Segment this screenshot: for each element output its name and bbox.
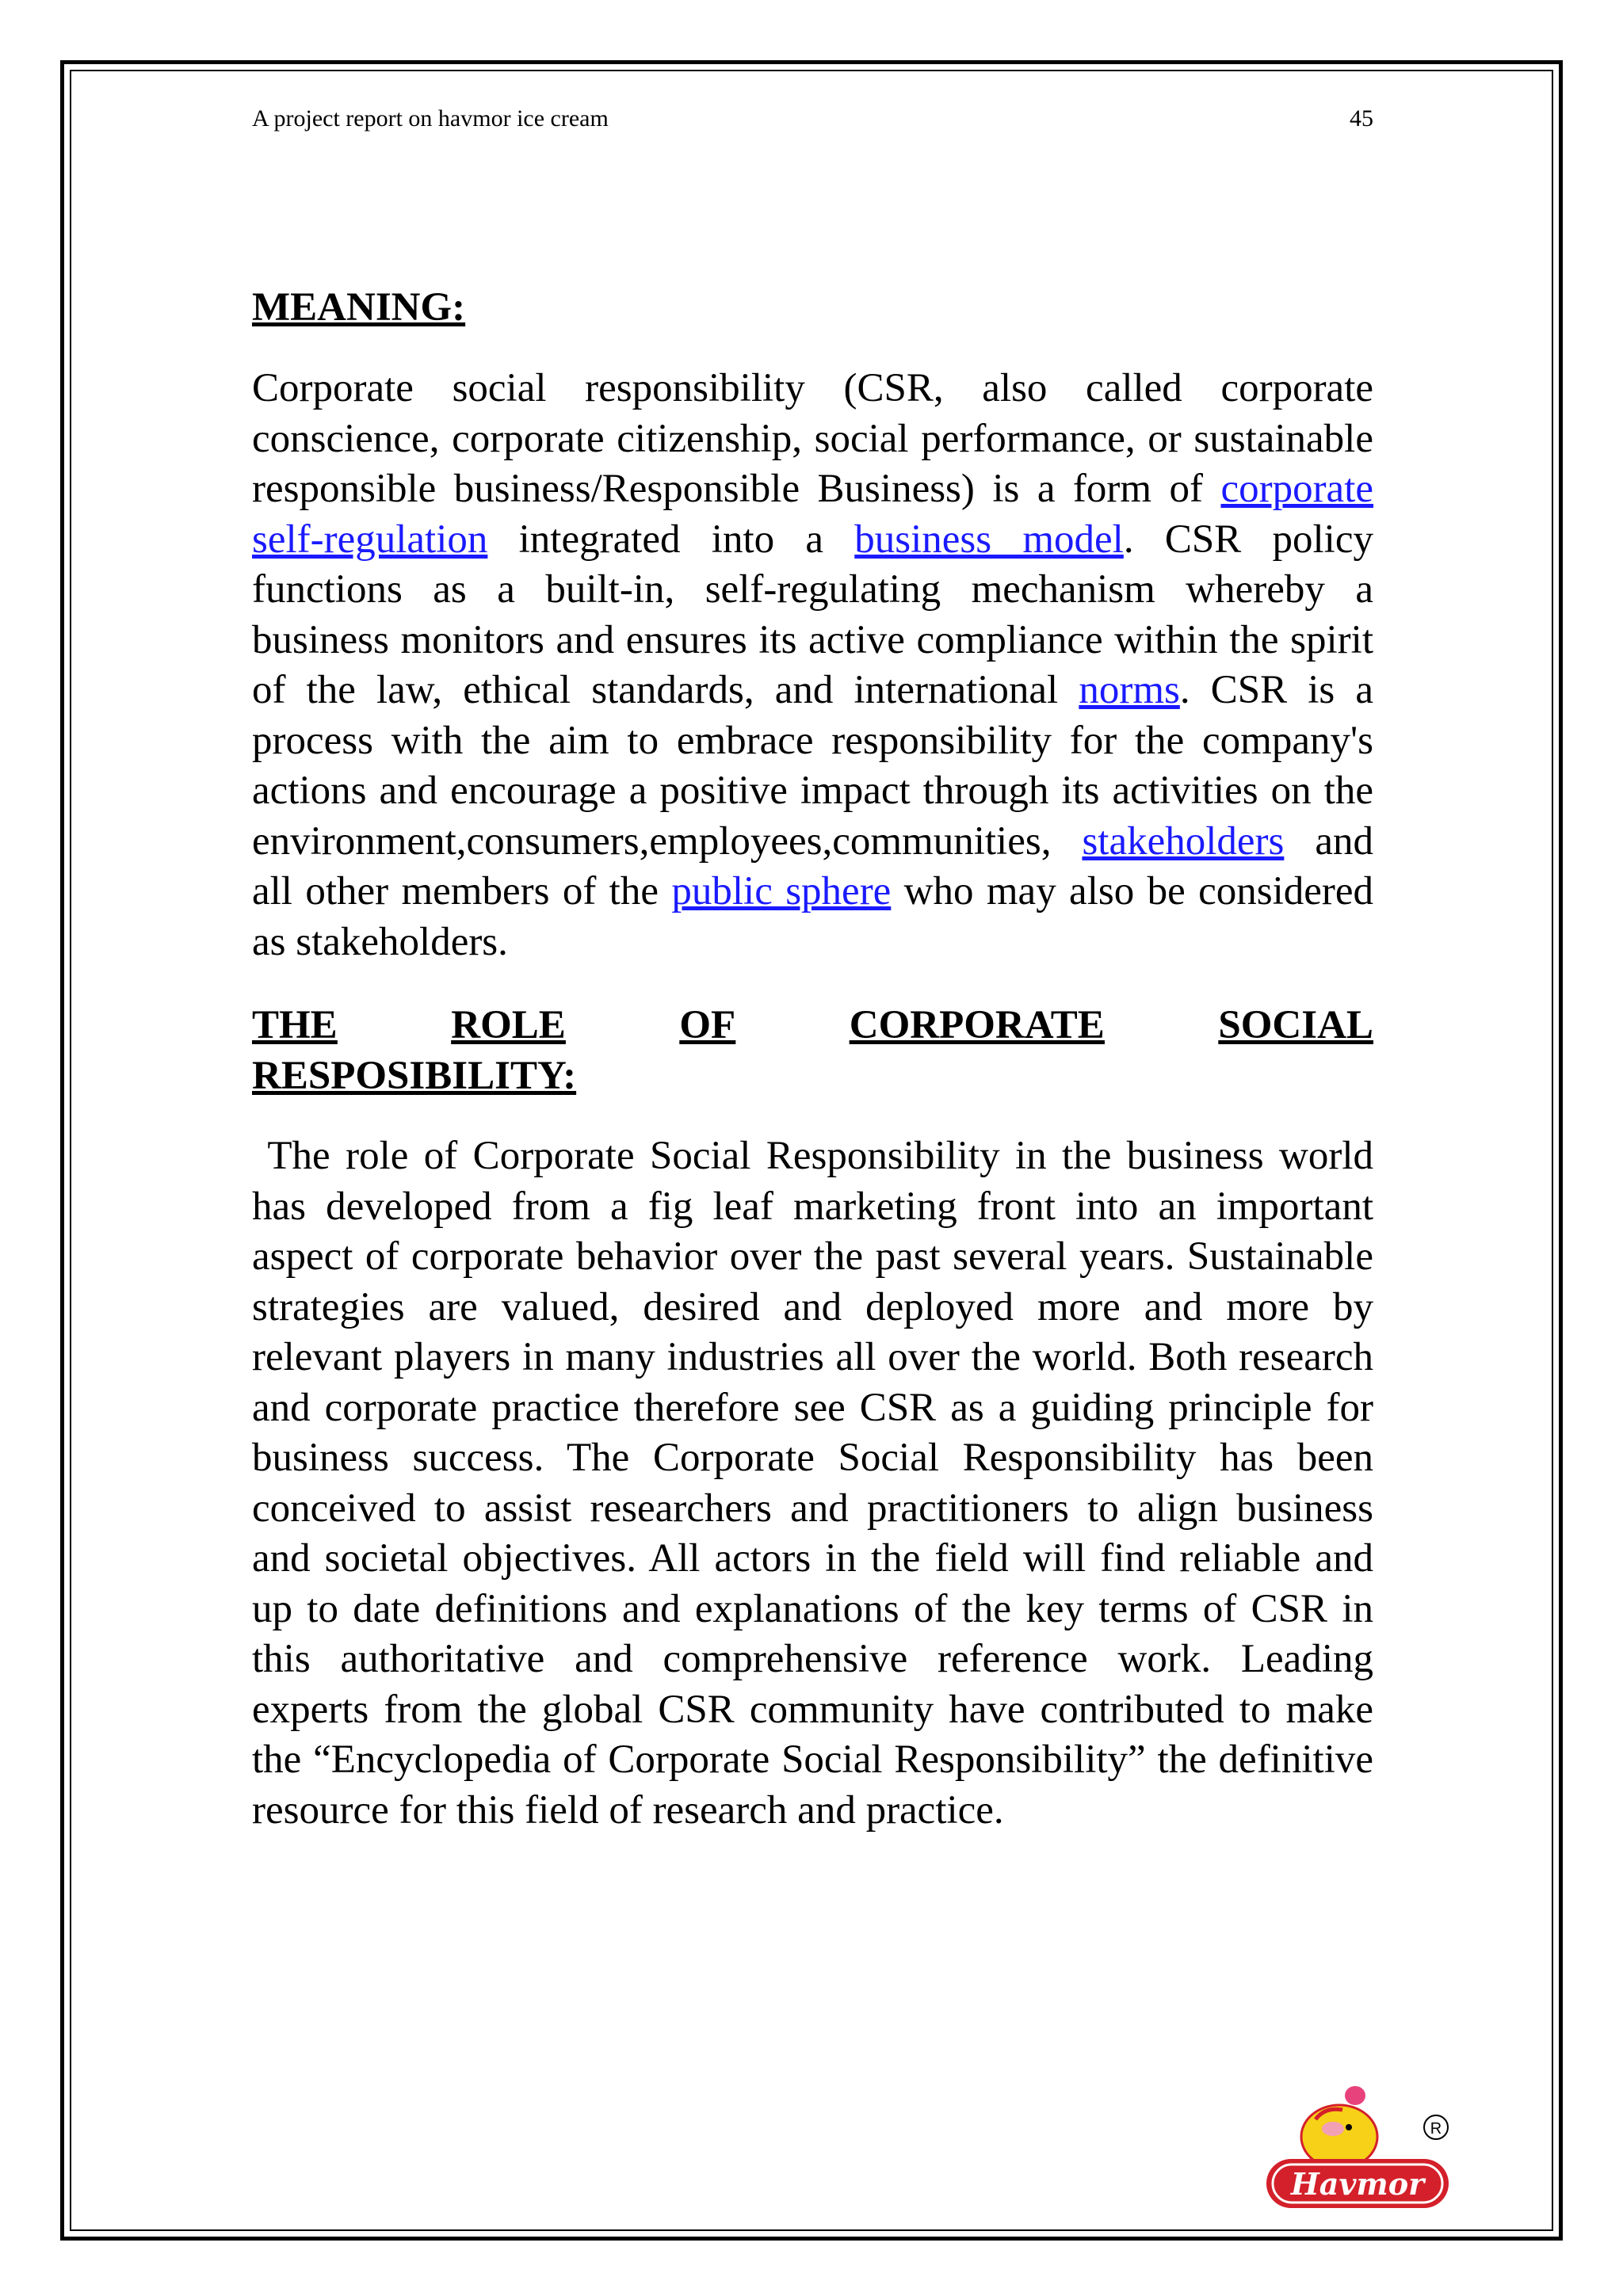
paragraph-meaning: Corporate social responsibility (CSR, also called corporate conscience, corporate citizenship, social performance, or sustainable responsible business/Responsible Business) is a form of corporate self-regulation integrated into a business model. CSR policy functions as a built-in, self-regulating mechanism whereby a business monitors and ensures its active compliance within the spirit of the law, ethical standards, and international norms. CSR is a process with the aim to embrace responsibility for the company's actions and encourage a positive impact through its activities on the environment,consumers,employees,communities, stakeholders and all other members of the public sphere who may also be considered as stakeholders. bbox=[252, 366, 1374, 964]
link-corporate[interactable]: corporate bbox=[1220, 467, 1373, 511]
heading-role-of-csr bbox=[252, 1001, 1461, 1101]
link-public-sphere[interactable]: public sphere bbox=[671, 869, 892, 913]
link-business-model[interactable]: business model bbox=[854, 517, 1124, 562]
heading-role-line2: RESPOSIBILITY: bbox=[252, 1053, 577, 1098]
paragraph-role: The role of Corporate Social Responsibility in the business world has developed from a fig leaf marketing front into an important aspect of corporate behavior over the past several years. Sustainable strategies are valued, desired and deployed more and more by relevant players in many industries all over the world. Both research and corporate practice therefore see CSR as a guiding principle for business success. The Corporate Social Responsibility has been conceived to assist researchers and practitioners to align business and societal objectives. All actors in the field will find reliable and up to date definitions and explanations of the key terms of CSR in this authoritative and comprehensive reference work. Leading experts from the global CSR community have contributed to make the “Encyclopedia of Corporate Social Responsibility” the definitive resource for this field of research and practice. bbox=[252, 1134, 1384, 1833]
link-norms[interactable]: norms bbox=[1079, 668, 1180, 712]
document-page bbox=[252, 103, 1384, 1836]
registered-mark-letter: R bbox=[1430, 2120, 1442, 2138]
running-header bbox=[252, 103, 1373, 135]
report-title: A project report on havmor ice cream bbox=[252, 105, 609, 132]
heading-meaning: MEANING: bbox=[252, 285, 466, 330]
logo-eye bbox=[1346, 2124, 1352, 2130]
logo-cheek bbox=[1322, 2122, 1344, 2136]
heading-role-line1: THE ROLE OF CORPORATE SOCIAL bbox=[252, 1003, 1373, 1047]
page-number: 45 bbox=[1350, 105, 1373, 132]
link-stakeholders[interactable]: stakeholders bbox=[1082, 818, 1285, 864]
havmor-logo bbox=[1260, 2080, 1458, 2214]
link-self-regulation[interactable]: self-regulation bbox=[252, 517, 488, 562]
logo-wordmark: Havmor bbox=[1290, 2166, 1425, 2202]
logo-cherry bbox=[1345, 2086, 1365, 2105]
